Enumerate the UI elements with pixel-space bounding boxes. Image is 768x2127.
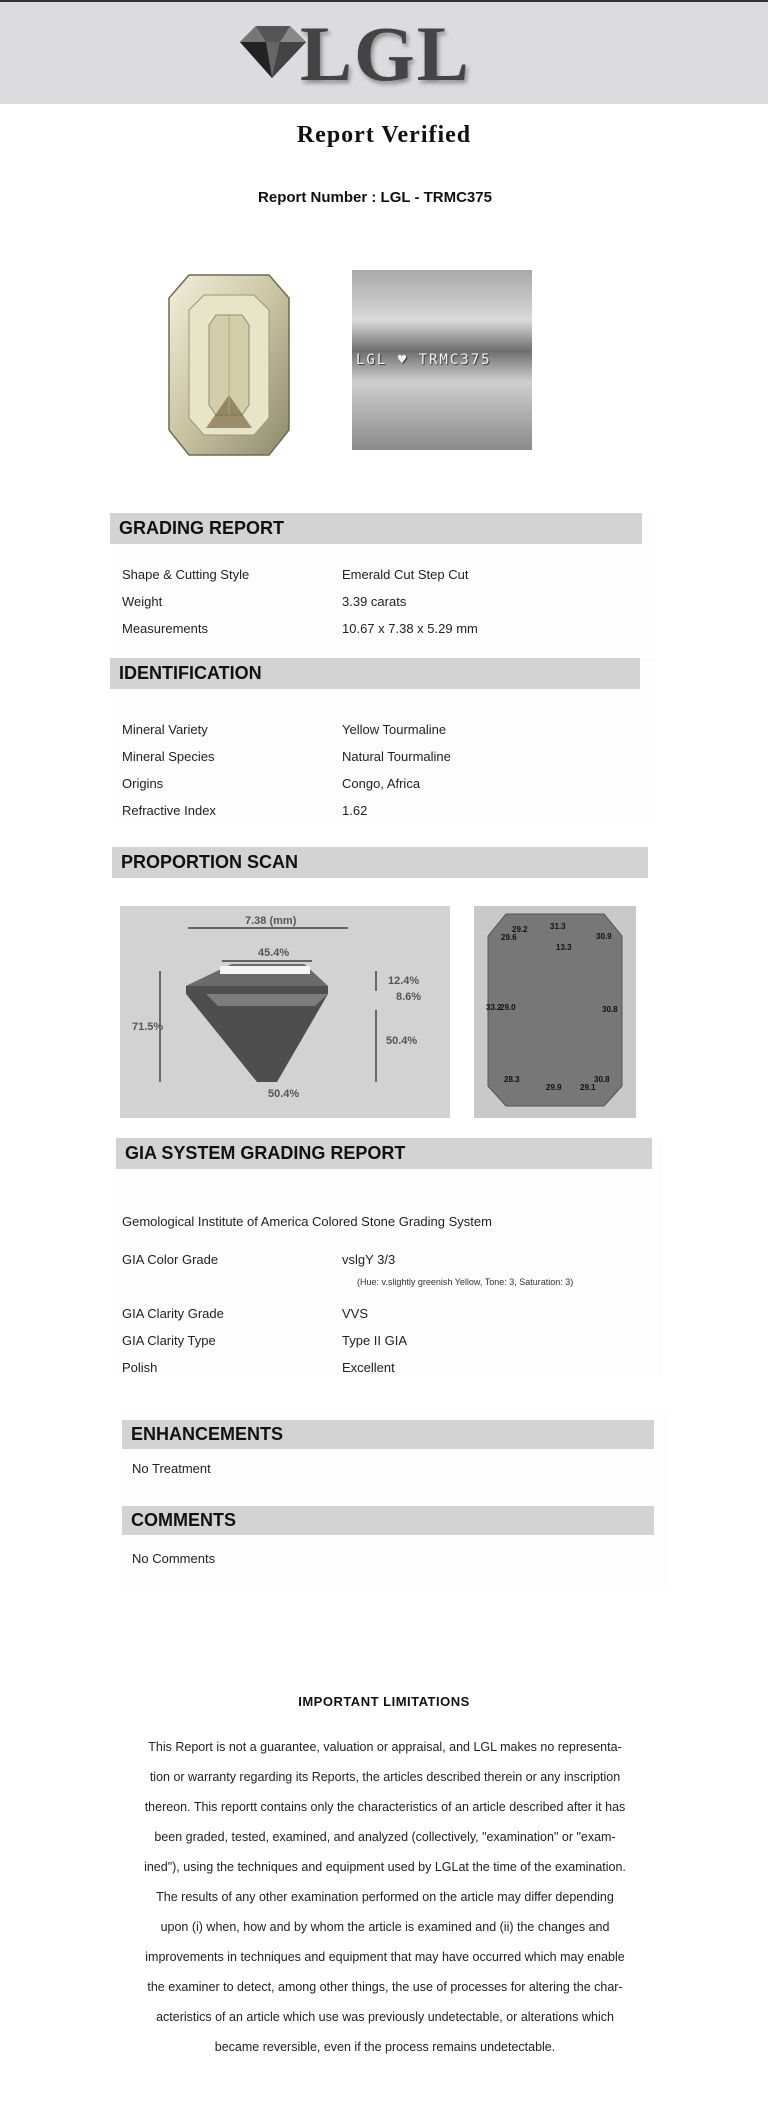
logo-text: LGL <box>300 10 471 97</box>
grading-label-weight: Weight <box>122 594 163 609</box>
limitations-line: tion or warranty regarding its Reports, the articles described therein or any inscription <box>149 1770 621 1784</box>
top-value-7: 29.0 <box>500 1003 516 1012</box>
gia-value-clarity-type: Type II GIA <box>342 1333 408 1348</box>
header-banner <box>0 0 768 104</box>
diamond-logo-icon <box>232 20 310 82</box>
comments-text: No Comments <box>132 1551 216 1566</box>
gemstone-photo <box>134 270 324 460</box>
proportion-profile-diagram <box>120 906 450 1118</box>
grading-label-measurements: Measurements <box>122 621 208 636</box>
top-value-12: 30.8 <box>594 1075 610 1084</box>
emerald-cut-gem-icon <box>134 270 324 460</box>
gia-label-clarity: GIA Clarity Grade <box>122 1306 224 1321</box>
ident-label-variety: Mineral Variety <box>122 722 208 737</box>
limitations-line: became reversible, even if the process remains undetectable. <box>214 2040 556 2054</box>
grading-label-shape: Shape & Cutting Style <box>122 567 250 582</box>
profile-depth-label: 71.5% <box>132 1021 164 1033</box>
limitations-line: the examiner to detect, among other things, the use of processes for altering the char- <box>147 1980 623 1994</box>
ident-value-origins: Congo, Africa <box>342 776 421 791</box>
gia-label-polish: Polish <box>122 1360 158 1375</box>
section-title-proportion-scan: PROPORTION SCAN <box>112 847 648 878</box>
identification-panel <box>110 658 658 824</box>
limitations-text <box>118 1732 652 2062</box>
ident-value-species: Natural Tourmaline <box>342 749 451 764</box>
limitations-line: upon (i) when, how and by whom the article is examined and (ii) the changes and <box>160 1920 610 1934</box>
gia-value-clarity: VVS <box>342 1306 369 1321</box>
limitations-line: improvements in techniques and equipment that may have occurred which may enable <box>145 1950 625 1964</box>
ident-value-ri: 1.62 <box>342 803 368 818</box>
grading-value-weight: 3.39 carats <box>342 594 407 609</box>
section-title-enhancements: ENHANCEMENTS <box>122 1420 654 1449</box>
grading-value-measurements: 10.67 x 7.38 x 5.29 mm <box>342 621 478 636</box>
gia-subtitle: Gemological Institute of America Colored Stone Grading System <box>122 1214 492 1229</box>
top-value-11: 29.1 <box>580 1083 596 1092</box>
profile-pavilion-label: 50.4% <box>386 1035 418 1047</box>
top-value-1: 29.2 <box>512 925 528 934</box>
ident-value-variety: Yellow Tourmaline <box>342 722 447 737</box>
top-value-4: 29.6 <box>501 933 517 942</box>
profile-bottom-label: 50.4% <box>268 1088 300 1100</box>
ident-label-ri: Refractive Index <box>122 803 216 818</box>
profile-crown-label: 12.4% <box>388 975 420 987</box>
limitations-line: acteristics of an article which use was previously undetectable, or alterations which <box>156 2010 614 2024</box>
profile-width-label: 7.38 (mm) <box>245 915 297 927</box>
limitations-title: IMPORTANT LIMITATIONS <box>298 1694 470 1709</box>
report-number: Report Number : LGL - TRMC375 <box>258 189 492 206</box>
limitations-line: ined"), using the techniques and equipment used by LGLat the time of the examination. <box>144 1860 626 1874</box>
limitations-line: thereon. This reportt contains only the characteristics of an article described after it has <box>144 1800 626 1814</box>
gia-color-note: (Hue: v.slightly greenish Yellow, Tone: 3, Saturation: 3) <box>357 1277 574 1287</box>
limitations-line: been graded, tested, examined, and analyzed (collectively, "examination" or "exam- <box>154 1830 616 1844</box>
ident-label-species: Mineral Species <box>122 749 215 764</box>
top-value-3: 30.9 <box>596 932 612 941</box>
section-title-identification: IDENTIFICATION <box>110 658 640 689</box>
top-value-9: 28.3 <box>504 1075 520 1084</box>
top-value-5: 13.3 <box>556 943 572 952</box>
gia-label-color: GIA Color Grade <box>122 1252 219 1267</box>
enhancements-text: No Treatment <box>132 1461 211 1476</box>
top-value-6: 33.2 <box>486 1003 502 1012</box>
limitations-line: The results of any other examination performed on the article may differ depending <box>156 1890 614 1904</box>
gia-label-clarity-type: GIA Clarity Type <box>122 1333 216 1348</box>
page-title: Report Verified <box>296 122 472 148</box>
profile-table-label: 45.4% <box>258 947 290 959</box>
profile-girdle-label: 8.6% <box>396 991 422 1003</box>
gia-value-polish: Excellent <box>342 1360 395 1375</box>
proportion-top-view-diagram <box>474 906 636 1118</box>
limitations-line: This Report is not a guarantee, valuation or appraisal, and LGL makes no representa- <box>148 1740 622 1754</box>
section-title-grading-report: GRADING REPORT <box>110 513 642 544</box>
laser-inscription: LGL ♥ TRMC375 <box>356 352 492 368</box>
section-title-gia: GIA SYSTEM GRADING REPORT <box>116 1138 652 1169</box>
ident-label-origins: Origins <box>122 776 164 791</box>
top-value-8: 30.8 <box>602 1005 618 1014</box>
section-title-comments: COMMENTS <box>122 1506 654 1535</box>
top-value-10: 29.9 <box>546 1083 562 1092</box>
gia-value-color: vslgY 3/3 <box>342 1252 396 1267</box>
top-value-2: 31.3 <box>550 922 566 931</box>
inscription-photo <box>352 270 532 450</box>
grading-value-shape: Emerald Cut Step Cut <box>342 567 469 582</box>
